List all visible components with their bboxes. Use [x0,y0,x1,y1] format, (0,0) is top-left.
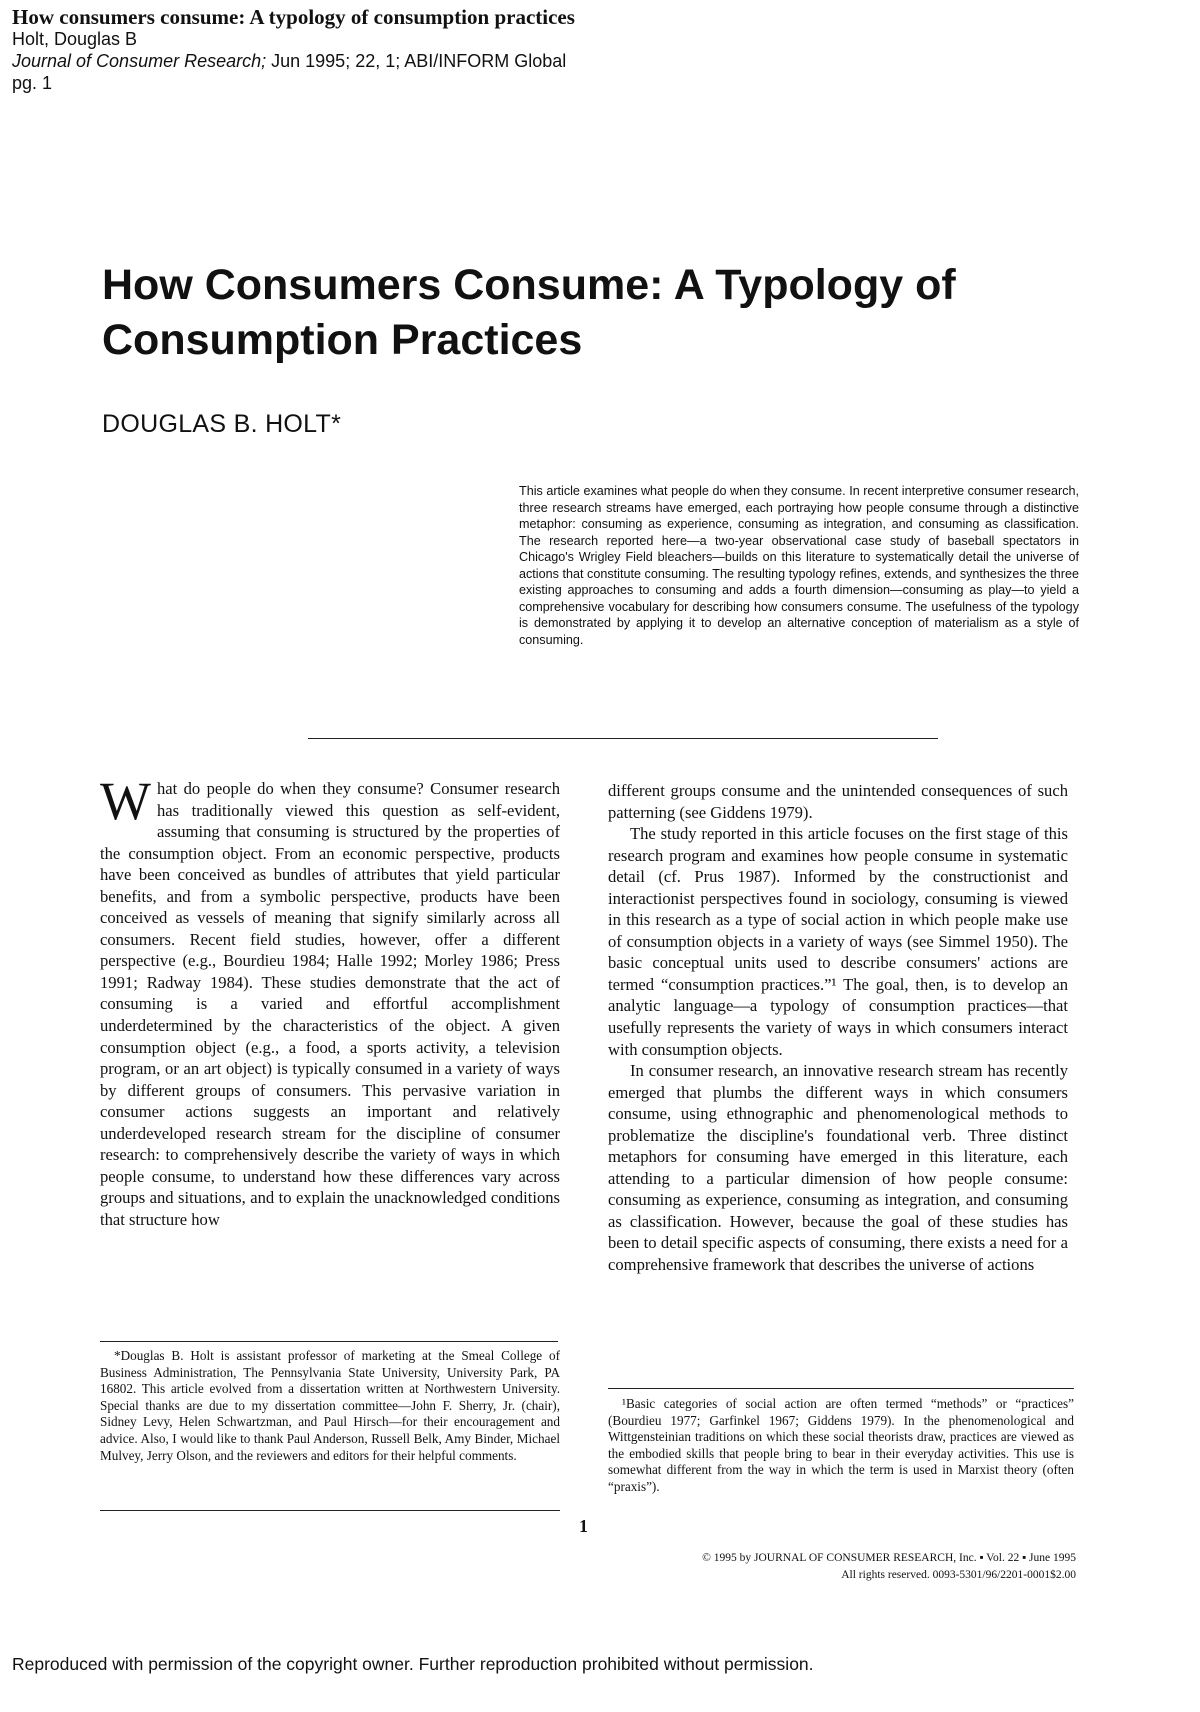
metadata-author: Holt, Douglas B [12,29,138,49]
body-paragraph: different groups consume and the unintended consequences of such patterning (see Giddens 1979). [608,781,1068,822]
copyright-notice [702,1550,1076,1584]
metadata-title: How consumers consume: A typology of consumption practices [12,5,575,29]
metadata-citation-details: Jun 1995; 22, 1; ABI/INFORM Global [266,51,567,71]
body-column-right [608,780,1068,1276]
page-number: 1 [579,1516,588,1536]
article-author: DOUGLAS B. HOLT* [102,410,342,438]
metadata-citation [12,50,575,72]
reproduction-notice: Reproduced with permission of the copyright owner. Further reproduction prohibited without permission. [12,1654,814,1674]
footnote-1: ¹Basic categories of social action are often termed “methods” or “practices” (Bourdieu 1977; Garfinkel 1967; Giddens 1979). In the phenomenological and Wittgensteinian traditions on which these social theorists draw, practices are viewed as the embodied skills that people bring to bear in their everyday activities. This use is somewhat different from the way in which the term is used in Marxist theory (often “praxis”). [608,1396,1074,1494]
metadata-page: pg. 1 [12,73,53,93]
metadata-journal: Journal of Consumer Research; [12,51,267,71]
article-abstract: This article examines what people do when they consume. In recent interpretive consumer research, three research streams have emerged, each portraying how people consume through a distinctive metaphor: consuming as experience, consuming as integration, and consuming as classification. The research reported here—a two-year observational case study of baseball spectators in Chicago's Wrigley Field bleachers—builds on this literature to systematically detail the universe of actions that constitute consuming. The resulting typology refines, extends, and synthesizes the three existing approaches to consuming and adds a fourth dimension—consuming as play—to yield a comprehensive vocabulary for describing how consumers consume. The usefulness of the typology is demonstrated by applying it to develop an alternative conception of materialism as a style of consuming. [519,484,1079,647]
body-paragraph [100,771,560,1230]
body-paragraph: In consumer research, an innovative research stream has recently emerged that plumbs the different ways in which consumers consume, using ethnographic and phenomenological methods to problematize the discipline's foundational verb. Three distinct metaphors for consuming have emerged in this literature, each attending to a particular dimension of how people consume: consuming as experience, consuming as integration, and consuming as classification. However, because the goal of these studies has been to detail specific aspects of consuming, there exists a need for a comprehensive framework that describes the universe of actions [608,1061,1068,1275]
footnote-divider [100,1341,558,1342]
footnote-divider [608,1388,1074,1389]
author-footnote: *Douglas B. Holt is assistant professor of marketing at the Smeal College of Business Administration, The Pennsylvania State University, University Park, PA 16802. This article evolved from a dissertation written at Northwestern University. Special thanks are due to my dissertation committee—John F. Sherry, Jr. (chair), Sidney Levy, Helen Schwartzman, and Paul Hirsch—for their encouragement and advice. Also, I would like to thank Paul Anderson, Russell Belk, Amy Binder, Michael Mulvey, Jerry Olson, and the reviewers and editors for their helpful comments. [100,1348,560,1463]
document-metadata [12,6,575,94]
copyright-line: © 1995 by JOURNAL OF CONSUMER RESEARCH, Inc. ▪ Vol. 22 ▪ June 1995 [702,1552,1076,1564]
body-paragraph-text: hat do people do when they consume? Consumer research has traditionally viewed this question as self-evident, assuming that consuming is structured by the properties of the consumption object. From an economic perspective, products have been conceived as bundles of attributes that yield particular benefits, and from a symbolic perspective, products have been conceived as vessels of meaning that signify similarly across all consumers. Recent field studies, however, offer a different perspective (e.g., Bourdieu 1984; Halle 1992; Morley 1986; Press 1991; Radway 1984). These studies demonstrate that the act of consuming is a varied and effortful accomplishment underdetermined by the characteristics of the object. A given consumption object (e.g., a food, a sports activity, a television program, or an art object) is typically consumed in a variety of ways by different groups of consumers. This pervasive variation in consumer actions suggests an important and relatively underdeveloped research stream for the discipline of consumer research: to comprehensively describe the variety of ways in which people consume, to understand how these differences vary across groups and situations, and to explain the unacknowledged conditions that structure how [100,779,560,1229]
section-divider [308,738,938,739]
body-column-left [100,771,560,1230]
rights-line: All rights reserved. 0093-5301/96/2201-0001$2.00 [841,1569,1076,1581]
body-paragraph: The study reported in this article focuses on the first stage of this research program and examines how people consume in systematic detail (cf. Prus 1987). Informed by the constructionist and interactionist perspectives found in sociology, consuming is viewed in this research as a type of social action in which people make use of consumption objects in a variety of ways (see Simmel 1950). The basic conceptual units used to describe consumers' actions are termed “consumption practices.”¹ The goal, then, is to develop an analytic language—a typology of consumption practices—that usefully represents the variety of ways in which consumers interact with consumption objects. [608,824,1068,1059]
article-title: How Consumers Consume: A Typology of Consumption Practices [102,261,956,364]
drop-cap: W [100,771,151,831]
bottom-divider [100,1510,560,1511]
